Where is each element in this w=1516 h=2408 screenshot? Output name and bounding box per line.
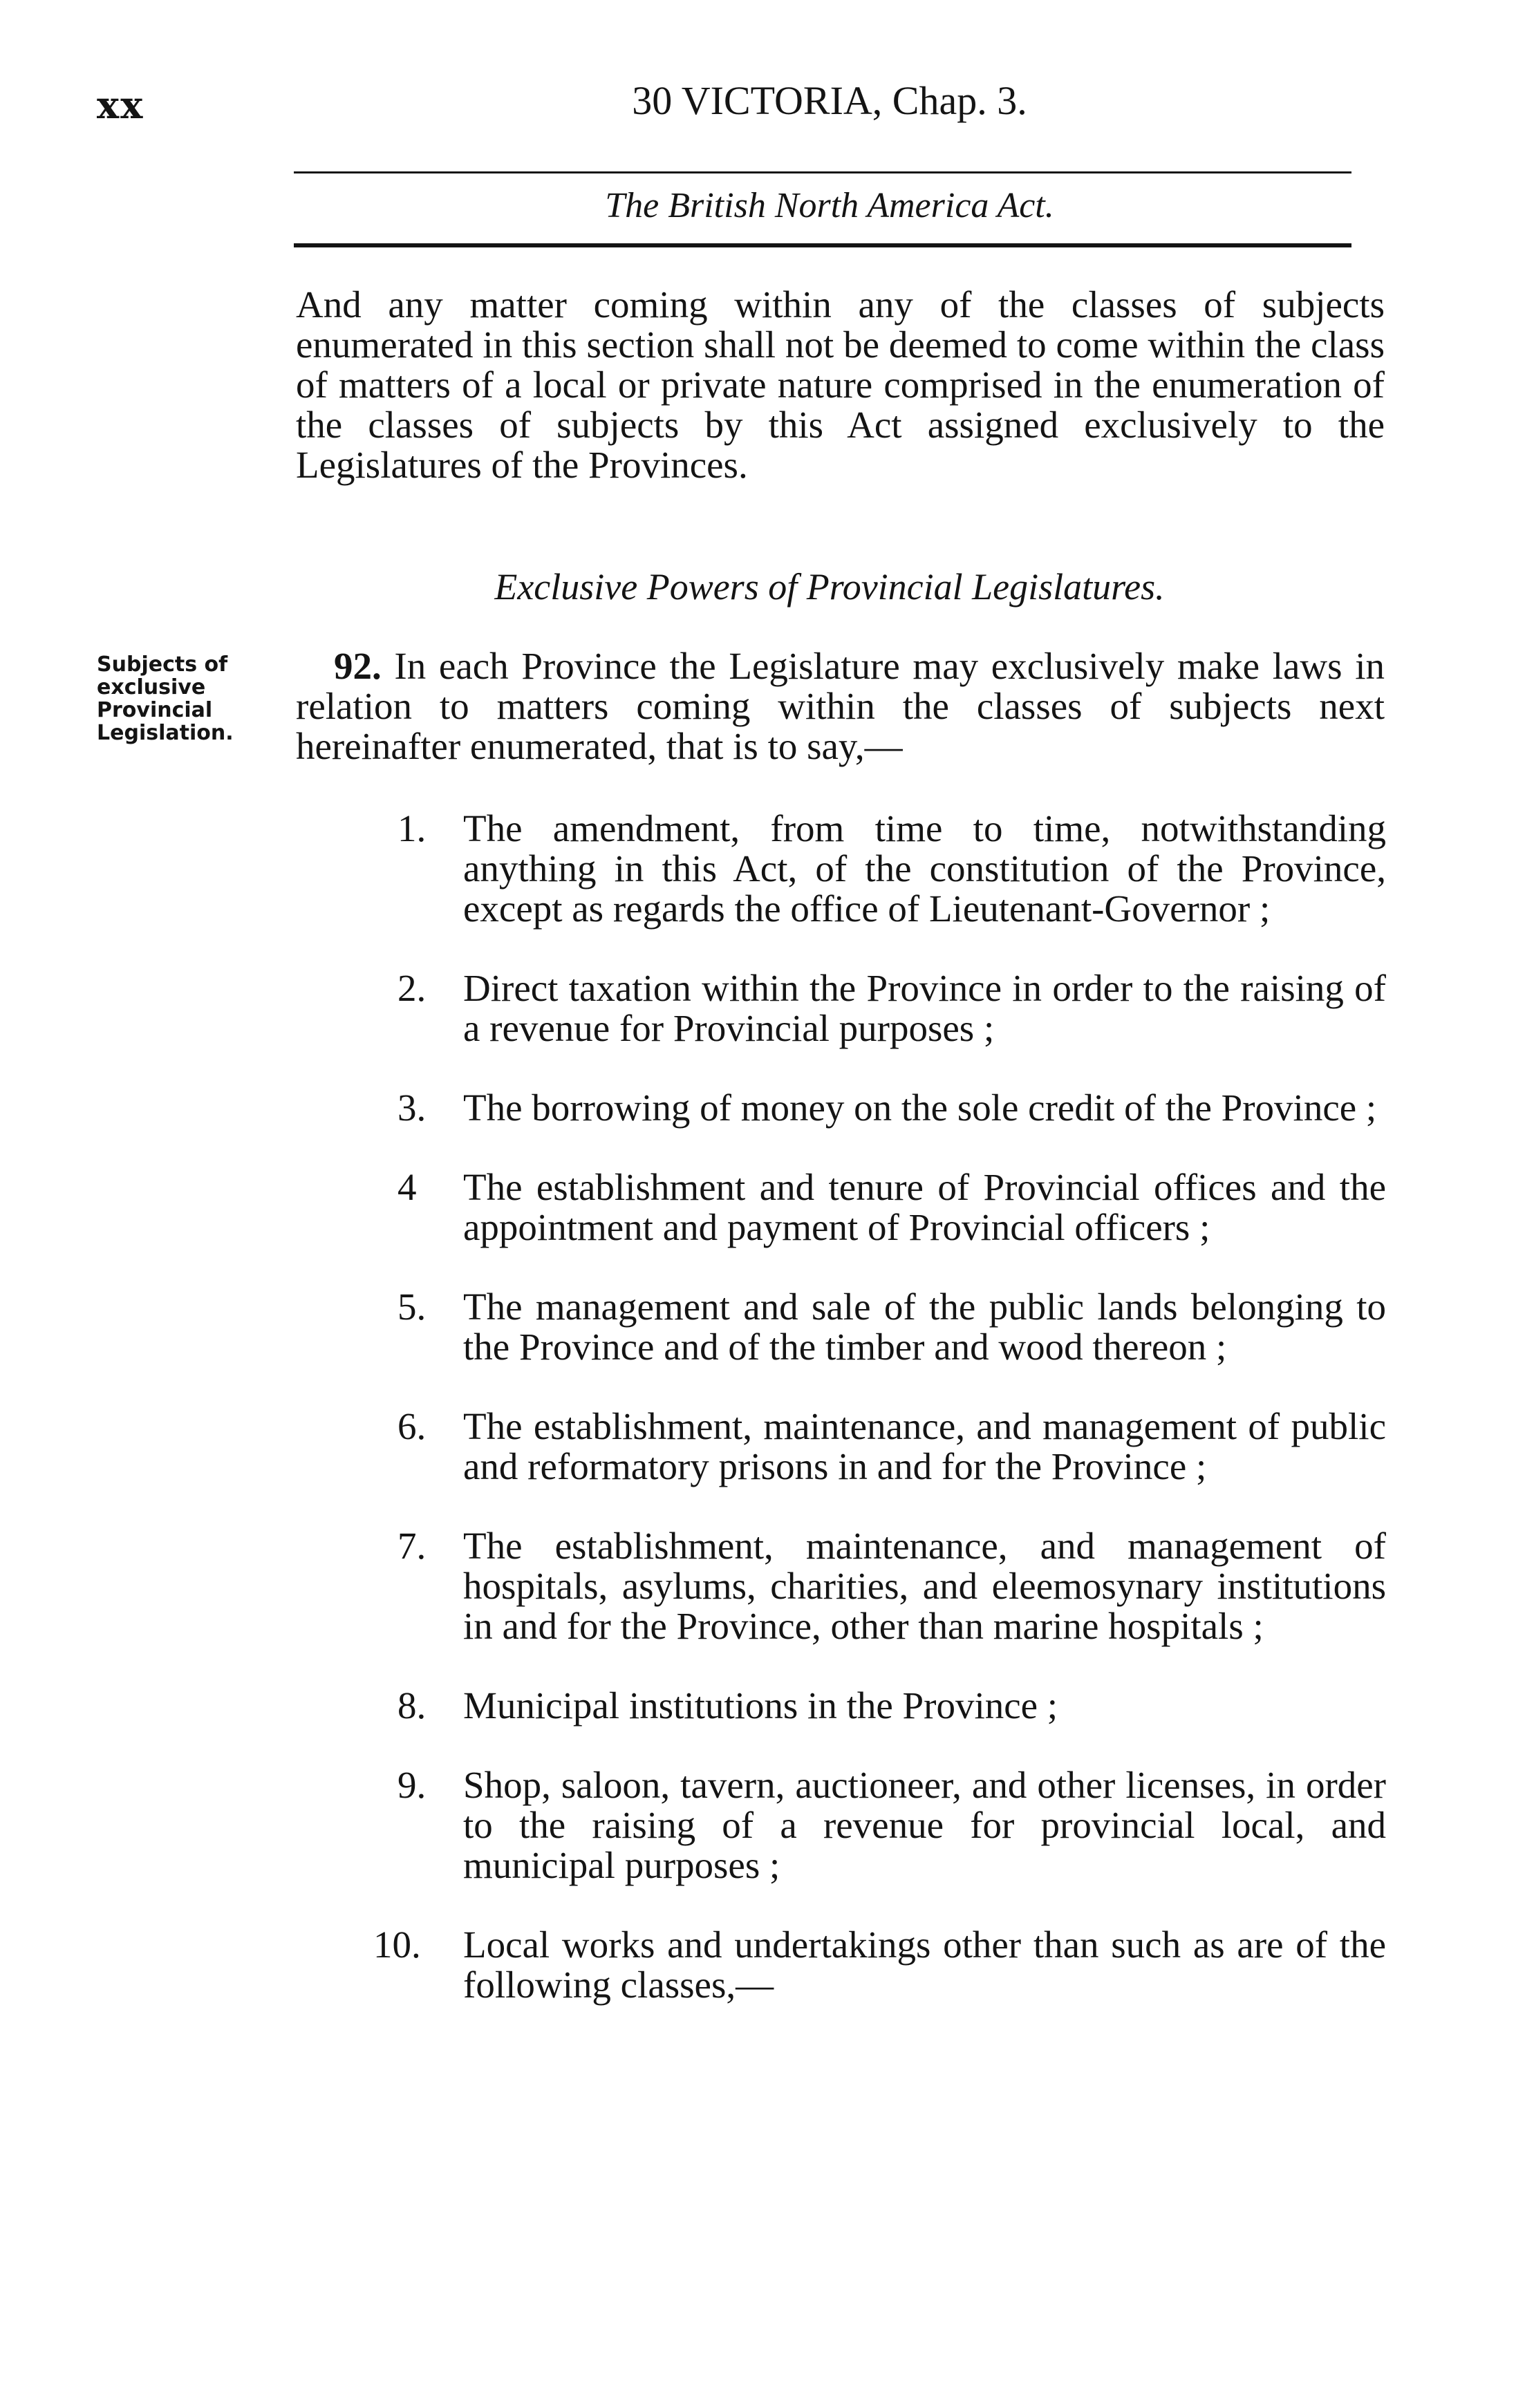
item-number: 4 — [397, 1166, 417, 1208]
item-text: The establishment, maintenance, and management of public and reformatory prisons in and for the Province ; — [463, 1405, 1386, 1487]
section-number: 92. — [334, 645, 382, 687]
item-number: 7. — [397, 1525, 427, 1567]
item-number: 10. — [373, 1923, 421, 1966]
list-item — [346, 1287, 1386, 1367]
item-text: Shop, saloon, tavern, auctioneer, and other licenses, in order to the raising of a revenue for provincial local, and municipal purposes ; — [463, 1764, 1386, 1886]
item-number: 2. — [397, 967, 427, 1009]
item-text: The amendment, from time to time, notwithstanding anything in this Act, of the constitution of the Province, except as regards the office of Lieutenant-Governor ; — [463, 807, 1386, 930]
header-rule-bottom — [294, 243, 1351, 247]
margin-note: Subjects of exclusive Provincial Legislation. — [97, 652, 234, 745]
list-item — [346, 1526, 1386, 1646]
running-head: 30 VICTORIA, Chap. 3. — [632, 78, 1027, 123]
item-text: The establishment, maintenance, and management of hospitals, asylums, charities, and eleemosynary institutions in and for the Province, other than marine hospitals ; — [463, 1525, 1386, 1647]
item-text: Local works and undertakings other than such as are of the following classes,— — [463, 1923, 1386, 2006]
list-item — [346, 809, 1386, 929]
item-number: 8. — [397, 1684, 427, 1727]
list-item — [346, 1088, 1386, 1128]
item-text: Municipal institutions in the Province ; — [463, 1684, 1058, 1727]
section-text: In each Province the Legislature may exclusively make laws in relation to matters coming within the classes of subjects next hereinafter enumerated, that is to say,— — [296, 645, 1385, 767]
item-number: 1. — [397, 807, 427, 849]
item-text: The management and sale of the public lands belonging to the Province and of the timber and wood thereon ; — [463, 1286, 1386, 1368]
item-text: The establishment and tenure of Provincial offices and the appointment and payment of Provincial officers ; — [463, 1166, 1386, 1248]
section-heading: Exclusive Powers of Provincial Legislatures. — [494, 566, 1165, 608]
list-item — [346, 1407, 1386, 1487]
act-title: The British North America Act. — [605, 186, 1054, 225]
enumeration-list — [346, 809, 1386, 2044]
list-item — [346, 1925, 1386, 2005]
section-paragraph — [296, 646, 1385, 766]
intro-paragraph: And any matter coming within any of the classes of subjects enumerated in this section shall not be deemed to come within the class of matters of a local or private nature comprised in the enumeration of the classes of subjects by this Act assigned exclusively to the Legislatures of the Provinces. — [296, 283, 1385, 486]
item-number: 9. — [397, 1764, 427, 1806]
list-item — [346, 1167, 1386, 1248]
item-number: 6. — [397, 1405, 427, 1447]
item-number: 3. — [397, 1087, 427, 1129]
list-item — [346, 968, 1386, 1048]
page-number: xx — [97, 83, 144, 127]
item-text: The borrowing of money on the sole credit of the Province ; — [463, 1087, 1377, 1129]
header-rule-top — [294, 171, 1351, 173]
list-item — [346, 1765, 1386, 1885]
item-text: Direct taxation within the Province in order to the raising of a revenue for Provincial purposes ; — [463, 967, 1386, 1049]
list-item — [346, 1686, 1386, 1726]
item-number: 5. — [397, 1286, 427, 1328]
